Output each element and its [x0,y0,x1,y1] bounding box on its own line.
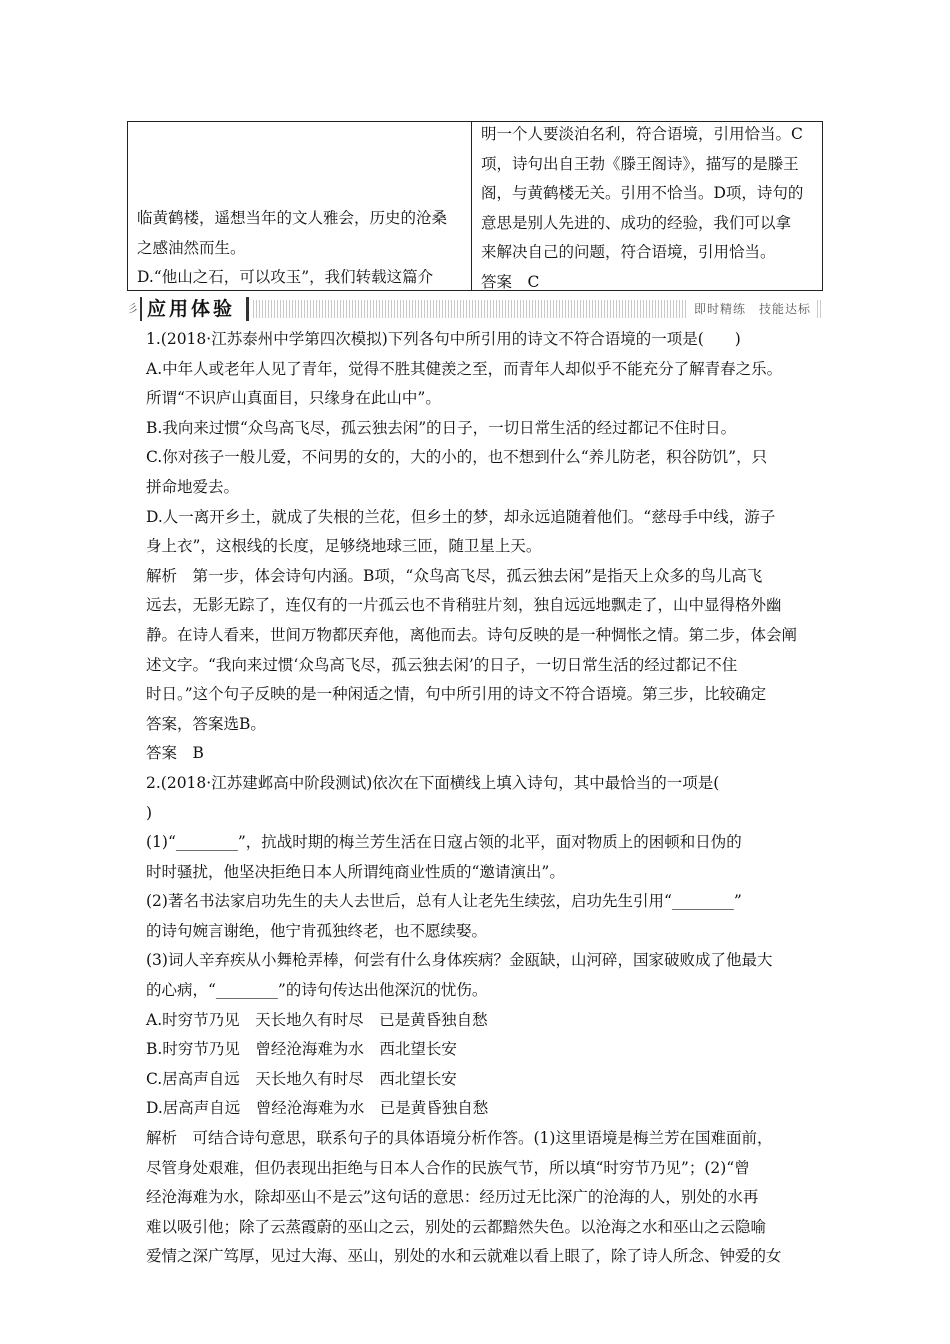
blank-sentence-line: 时时骚扰，他坚决拒绝日本人所谓纯商业性质的“邀请演出”。 [146,862,565,881]
table-right-line: 答案 C [481,272,540,291]
section-title: 应用体验 [147,298,236,320]
analysis-line: 述文字。“我向来过惯‘众鸟高飞尽，孤云独去闲’的日子，一切日常生活的经过都记不住 [146,655,738,674]
banner-bar-left [140,297,142,321]
table-right-line: 项，诗句出自王勃《滕王阁诗》，描写的是滕王 [481,154,799,173]
table-right-line: 意思是别人先进的、成功的经验，我们可以拿 [481,213,792,232]
analysis-line: 远去，无影无踪了，连仅有的一片孤云也不肯稍驻片刻，独自远远地飘走了，山中显得格外幽 [146,596,782,615]
analysis-line: 静。在诗人看来，世间万物都厌弃他，离他而去。诗句反映的是一种惆怅之情。第二步，体会阐 [146,625,798,644]
option-line: B.时穷节乃见 曾经沧海难为水 西北望长安 [146,1040,457,1059]
option-line: 身上衣”，这根线的长度，足够绕地球三匝，随卫星上天。 [146,537,542,556]
exercise-content [146,325,826,1272]
blank-sentence-line: 的心病，“________”的诗句传达出他深沉的忧伤。 [146,981,488,1000]
option-line: C.你对孩子一般儿爱，不问男的女的，大的小的，也不想到什么“养儿防老，积谷防饥”，只 [146,448,768,467]
option-line: D.居高声自远 曾经沧海难为水 已是黄昏独自愁 [146,1099,489,1118]
continuation-table [127,121,823,291]
section-tag: 即时精练 技能达标 [688,300,817,318]
answer-line: 答案 B [146,744,204,763]
option-line: B.我向来过惯“众鸟高飞尽，孤云独去闲”的日子，一切日常生活的经过都记不住时日。 [146,418,737,437]
table-left-line: 之感油然而生。 [137,238,246,257]
analysis-line: 解析 可结合诗句意思，联系句子的具体语境分析作答。(1)这里语境是梅兰芳在国难面前， [146,1129,773,1148]
table-right-line: 阁，与黄鹤楼无关。引用不恰当。D项，诗句的 [481,184,804,202]
table-left-line: 临黄鹤楼，遥想当年的文人雅会，历史的沧桑 [137,209,448,227]
table-right-line: 明一个人要淡泊名利，符合语境，引用恰当。C [481,125,803,143]
question-1-stem: 1.(2018·江苏泰州中学第四次模拟)下列各句中所引用的诗文不符合语境的一项是( ) [146,330,741,348]
blank-sentence-line: 的诗句婉言谢绝，他宁肯孤独终老，也不愿续娶。 [146,921,488,940]
section-banner [127,297,823,321]
table-left-line: D.“他山之石，可以攻玉”，我们转载这篇介 [137,268,434,286]
analysis-line: 答案，答案选B。 [146,714,266,733]
option-line: D.人一离开乡土，就成了失根的兰花，但乡土的梦，却永远追随着他们。“慈母手中线，游子 [146,507,776,526]
blank-sentence-line: (2)著名书法家启功先生的夫人去世后，总有人让老先生续弦，启功先生引用“________” [146,892,742,911]
table-right-cell [481,120,817,297]
option-line: 所谓“不识庐山真面目，只缘身在此山中”。 [146,389,441,408]
question-2-stem: 2.(2018·江苏建邺高中阶段测试)依次在下面横线上填入诗句，其中最恰当的一项是( [146,773,720,792]
option-line: C.居高声自远 天长地久有时尽 西北望长安 [146,1069,457,1088]
analysis-line: 经沧海难为水，除却巫山不是云”这句话的意思：经历过无比深广的沧海的人，别处的水再 [146,1188,759,1207]
question-2-stem: ) [146,803,153,822]
analysis-line: 难以吸引他；除了云蒸霞蔚的巫山之云，别处的云都黯然失色。以沧海之水和巫山之云隐喻 [146,1217,767,1236]
section-decoration-icon: 彡 [127,302,138,315]
option-line: 拼命地爱去。 [146,477,240,496]
analysis-line: 尽管身处艰难，但仍表现出拒绝与日本人合作的民族气节，所以填“时穷节乃见”；(2)“曾 [146,1158,750,1177]
table-divider [471,122,472,290]
option-line: A.时穷节乃见 天长地久有时尽 已是黄昏独自愁 [146,1010,488,1029]
table-left-cell [137,204,467,293]
analysis-line: 时日。”这个句子反映的是一种闲适之情，句中所引用的诗文不符合语境。第三步，比较确定 [146,685,767,704]
table-right-line: 来解决自己的问题，符合语境，引用恰当。 [481,243,776,261]
blank-sentence-line: (1)“________”，抗战时期的梅兰芳生活在日寇占领的北平，面对物质上的困顿和日伪的 [146,833,742,852]
option-line: A.中年人或老年人见了青年，觉得不胜其健羡之至，而青年人却似乎不能充分了解青春之乐。 [146,359,783,378]
analysis-line: 爱情之深广笃厚，见过大海、巫山，别处的水和云就难以看上眼了，除了诗人所念、钟爱的女 [146,1247,782,1266]
banner-bar-right [246,297,249,321]
blank-sentence-line: (3)词人辛弃疾从小舞枪弄棒，何尝有什么身体疾病？金瓯缺，山河碎，国家破败成了他最大 [146,951,773,970]
analysis-line: 解析 第一步，体会诗句内涵。B项，“众鸟高飞尽，孤云独去闲”是指天上众多的鸟儿高飞 [146,566,763,585]
